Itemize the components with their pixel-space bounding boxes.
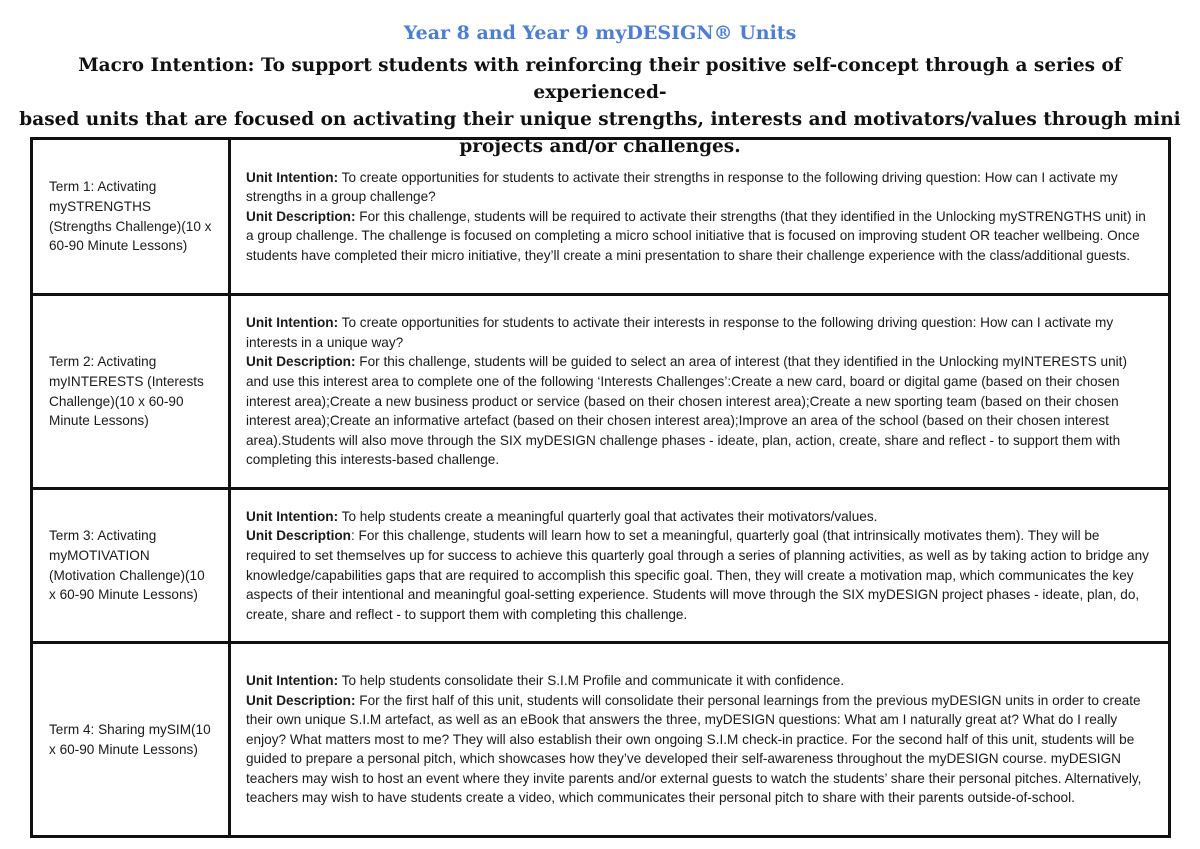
unit-details-cell [230,295,1170,489]
table-row-term-1 [32,139,1170,295]
term-cell: Term 1: Activating mySTRENGTHS (Strengths Challenge)(10 x 60-90 Minute Lessons) [32,139,230,295]
unit-details-cell [230,643,1170,837]
table-row-term-3 [32,489,1170,643]
term-cell: Term 3: Activating myMOTIVATION (Motivation Challenge)(10 x 60-90 Minute Lessons) [32,489,230,643]
unit-intention-text: To create opportunities for students to activate their strengths in response to the following driving question: How can I activate my strengths in a group challenge? [246,169,1118,205]
macro-intention-line: based units that are focused on activating their unique strengths, interests and motivators/values through mini [19,109,1181,130]
macro-intention-line: Macro Intention: To support students with reinforcing their positive self-concept through a series of experienced- [78,55,1122,103]
unit-description-text: For this challenge, students will be guided to select an area of interest (that they identified in the Unlocking myINTERESTS unit) and use this interest area to complete one of the following ‘Interests Challenges’:Create a new card, board or digital game (based on their chosen interest area);Create a new business product or service (based on their chosen interest area);Create a new sporting team (based on their chosen interest area);Create an informative artefact (based on their chosen interest area);Improve an area of the school (based on their chosen interest area).Students will also move through the SIX myDESIGN challenge phases - ideate, plan, action, create, share and reflect - to support them with completing this interests-based challenge. [246,354,1127,468]
term-cell: Term 4: Sharing mySIM(10 x 60-90 Minute Lessons) [32,643,230,837]
unit-intention-label: Unit Intention: [246,169,339,185]
unit-description-label: Unit Description: [246,354,356,370]
table-row-term-4 [32,643,1170,837]
unit-intention-text: To help students create a meaningful quarterly goal that activates their motivators/values. [338,508,878,524]
unit-description-text: For the first half of this unit, students will consolidate their personal learnings from the previous myDESIGN units in order to create their own unique S.I.M artefact, as well as an eBook that answers the three, myDESIGN questions: What am I naturally great at? What do I really enjoy? What matters most to me? They will also establish their own ongoing S.I.M check-in practice. For the second half of this unit, students will be guided to prepare a personal pitch, which showcases how they’ve developed their self-awareness throughout the myDESIGN course. myDESIGN teachers may wish to host an event where they invite parents and/or external guests to watch the students’ share their personal pitches. Alternatively, teachers may wish to have students create a video, which communicates their personal pitch to share with their parents outside-of-school. [246,692,1142,806]
macro-intention-line: projects and/or challenges. [459,136,741,157]
unit-details-cell [230,139,1170,295]
unit-intention-label: Unit Intention: [246,508,339,524]
unit-intention-text: To create opportunities for students to activate their interests in response to the following driving question: How can I activate my interests in a unique way? [246,315,1114,350]
table-row-term-2 [32,295,1170,489]
unit-description-label: Unit Description: [246,692,356,708]
unit-intention-text: To help students consolidate their S.I.M Profile and communicate it with confidence. [338,672,845,688]
page-title: Year 8 and Year 9 myDESIGN® Units [403,22,797,44]
unit-description-label: Unit Description [246,528,351,544]
unit-details-cell [230,489,1170,643]
unit-description-label: Unit Description: [246,208,356,224]
unit-description-text: : For this challenge, students will learn how to set a meaningful, quarterly goal (that intrinsically motivates them). They will be required to set themselves up for success to achieve this quarterly goal through a series of planning activities, as well as by taking action to bridge any knowledge/capabilities gaps that are required to accomplish this specific goal. Then, they will create a motivation map, which communicates the key aspects of their intentional and meaningful goal-setting experience. Students will move through the SIX myDESIGN project phases - ideate, plan, do, create, share and reflect - to support them with completing this challenge. [246,528,1149,622]
units-table [30,137,1171,838]
term-cell: Term 2: Activating myINTERESTS (Interests Challenge)(10 x 60-90 Minute Lessons) [32,295,230,489]
unit-description-text: For this challenge, students will be required to activate their strengths (that they identified in the Unlocking mySTRENGTHS unit) in a group challenge. The challenge is focused on completing a micro school initiative that is focused on improving student OR teacher wellbeing. Once students have completed their micro initiative, they’ll create a mini presentation to share their challenge experience with the class/additional guests. [246,208,1146,263]
unit-intention-label: Unit Intention: [246,315,339,331]
unit-intention-label: Unit Intention: [246,672,339,688]
